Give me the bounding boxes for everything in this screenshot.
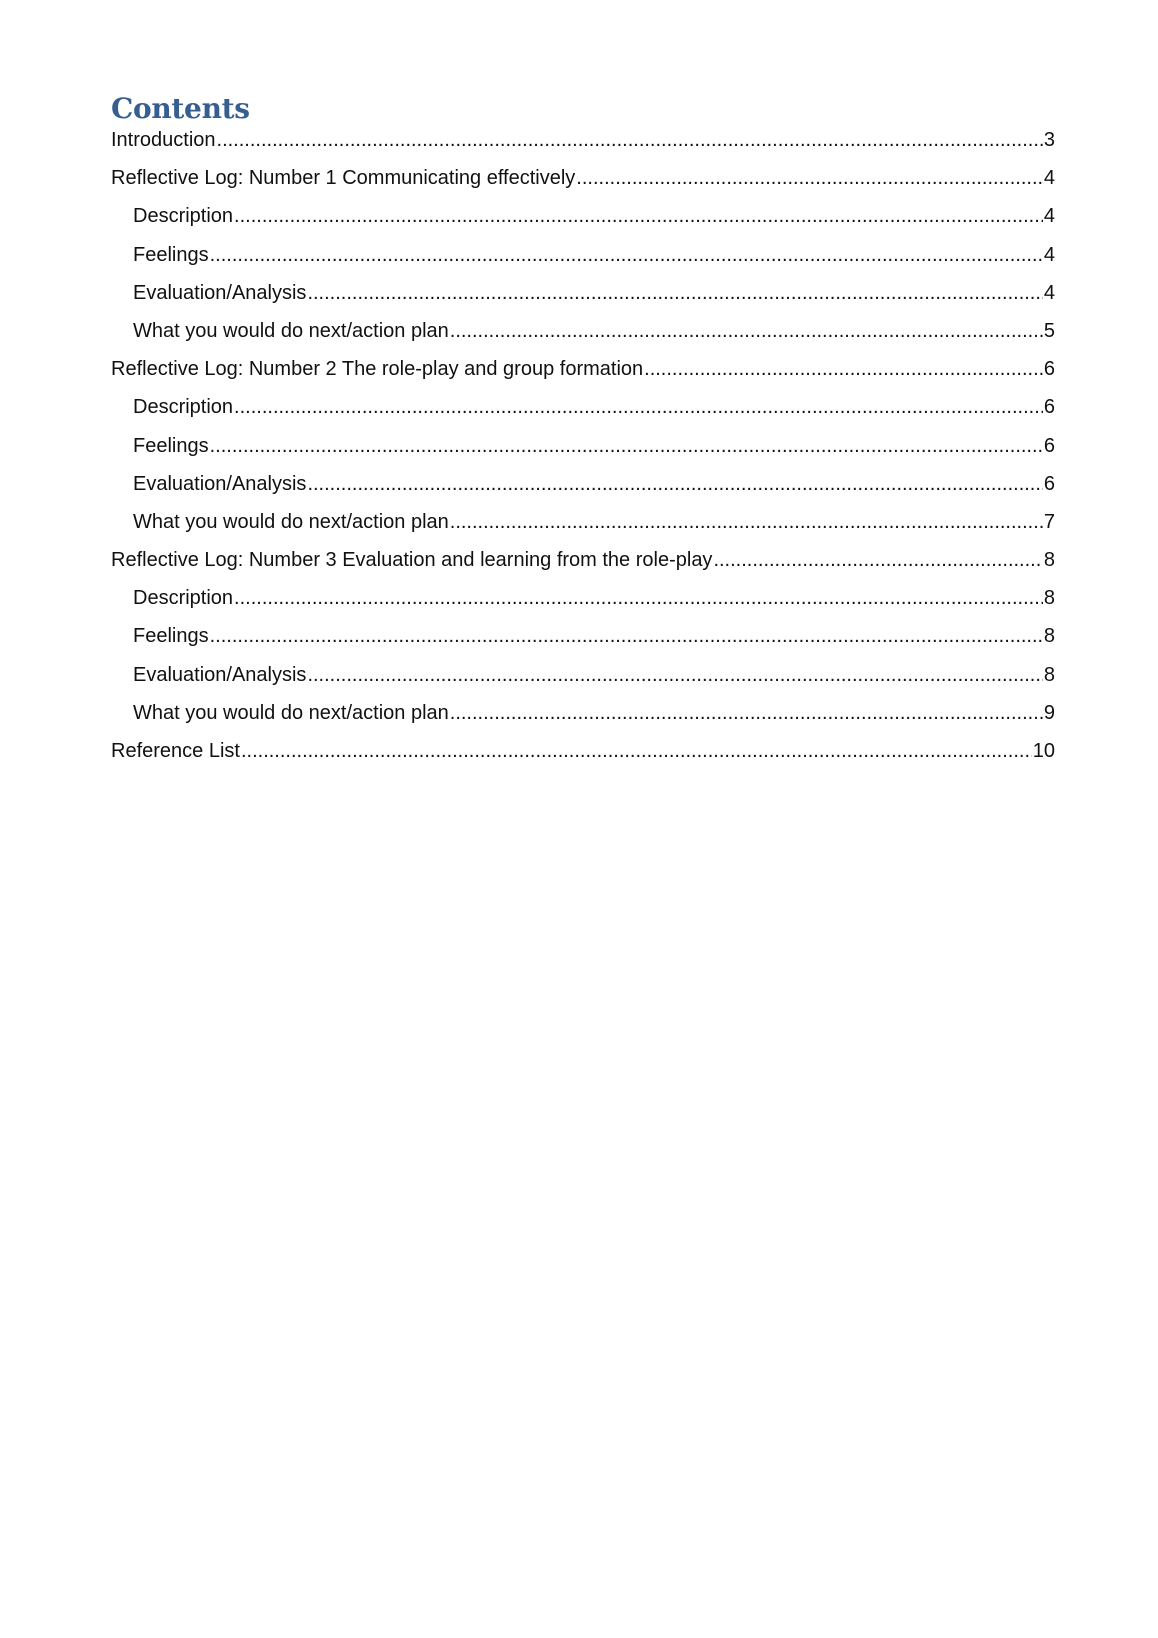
toc-dot-leader [210, 244, 1043, 267]
toc-entry-page-number: 6 [1043, 434, 1055, 457]
toc-entry[interactable] [111, 687, 1055, 725]
toc-entry-title: Evaluation/Analysis [133, 663, 307, 686]
toc-entry-page-number: 4 [1043, 167, 1055, 190]
toc-entry-page-number: 6 [1043, 358, 1055, 381]
toc-entry[interactable] [111, 228, 1055, 266]
toc-dot-leader [307, 664, 1042, 687]
toc-entry-page-number: 10 [1032, 740, 1055, 762]
toc-entry-page-number: 4 [1043, 281, 1055, 304]
toc-entry[interactable] [111, 648, 1055, 686]
toc-entry-page-number: 8 [1043, 587, 1055, 610]
toc-entry[interactable] [111, 381, 1055, 419]
toc-dot-leader [241, 740, 1032, 763]
toc-entry-page-number: 8 [1043, 663, 1055, 686]
toc-entry[interactable] [111, 305, 1055, 343]
toc-dot-leader [234, 396, 1043, 419]
toc-entry[interactable] [111, 725, 1055, 763]
toc-entry-title: Feelings [133, 243, 209, 266]
toc-entry-page-number: 8 [1043, 549, 1055, 572]
toc-entry-page-number: 4 [1043, 205, 1055, 228]
toc-entry-title: Evaluation/Analysis [133, 281, 307, 304]
table-of-contents [111, 92, 1055, 763]
toc-entry-page-number: 8 [1043, 625, 1055, 648]
toc-dot-leader [307, 473, 1042, 496]
toc-dot-leader [644, 358, 1043, 381]
toc-dot-leader [217, 129, 1043, 152]
toc-dot-leader [234, 205, 1043, 228]
toc-entry[interactable] [111, 610, 1055, 648]
toc-entry-title: Description [133, 205, 234, 228]
toc-entry-page-number: 9 [1043, 701, 1055, 724]
toc-entry[interactable] [111, 572, 1055, 610]
toc-entry-title: Feelings [133, 625, 209, 648]
toc-entry[interactable] [111, 534, 1055, 572]
toc-entry-page-number: 6 [1043, 396, 1055, 419]
toc-list [111, 126, 1055, 763]
toc-dot-leader [450, 511, 1043, 534]
toc-dot-leader [234, 587, 1043, 610]
toc-entry[interactable] [111, 190, 1055, 228]
toc-entry-title: Reference List [111, 740, 240, 762]
toc-entry-title: Description [133, 587, 234, 610]
toc-entry[interactable] [111, 267, 1055, 305]
toc-entry-title: What you would do next/action plan [133, 701, 449, 724]
toc-entry[interactable] [111, 152, 1055, 190]
toc-dot-leader [210, 625, 1043, 648]
toc-entry-title: What you would do next/action plan [133, 319, 449, 342]
toc-entry[interactable] [111, 126, 1055, 152]
toc-entry[interactable] [111, 458, 1055, 496]
toc-heading: Contents [111, 92, 250, 125]
toc-entry[interactable] [111, 343, 1055, 381]
toc-entry-title: What you would do next/action plan [133, 510, 449, 533]
toc-entry-title: Reflective Log: Number 1 Communicating effectively [111, 167, 576, 190]
toc-entry-title: Introduction [111, 129, 216, 151]
toc-dot-leader [576, 167, 1043, 190]
toc-entry-title: Feelings [133, 434, 209, 457]
toc-entry-page-number: 3 [1043, 129, 1055, 151]
toc-entry-title: Description [133, 396, 234, 419]
toc-entry-title: Reflective Log: Number 2 The role-play and group formation [111, 358, 644, 381]
toc-entry-page-number: 6 [1043, 472, 1055, 495]
toc-dot-leader [307, 282, 1042, 305]
toc-entry-page-number: 7 [1043, 510, 1055, 533]
toc-entry[interactable] [111, 496, 1055, 534]
toc-entry[interactable] [111, 419, 1055, 457]
toc-dot-leader [713, 549, 1042, 572]
toc-dot-leader [450, 702, 1043, 725]
toc-entry-page-number: 5 [1043, 319, 1055, 342]
toc-entry-title: Reflective Log: Number 3 Evaluation and learning from the role-play [111, 549, 713, 572]
toc-dot-leader [210, 435, 1043, 458]
toc-dot-leader [450, 320, 1043, 343]
toc-entry-page-number: 4 [1043, 243, 1055, 266]
toc-entry-title: Evaluation/Analysis [133, 472, 307, 495]
